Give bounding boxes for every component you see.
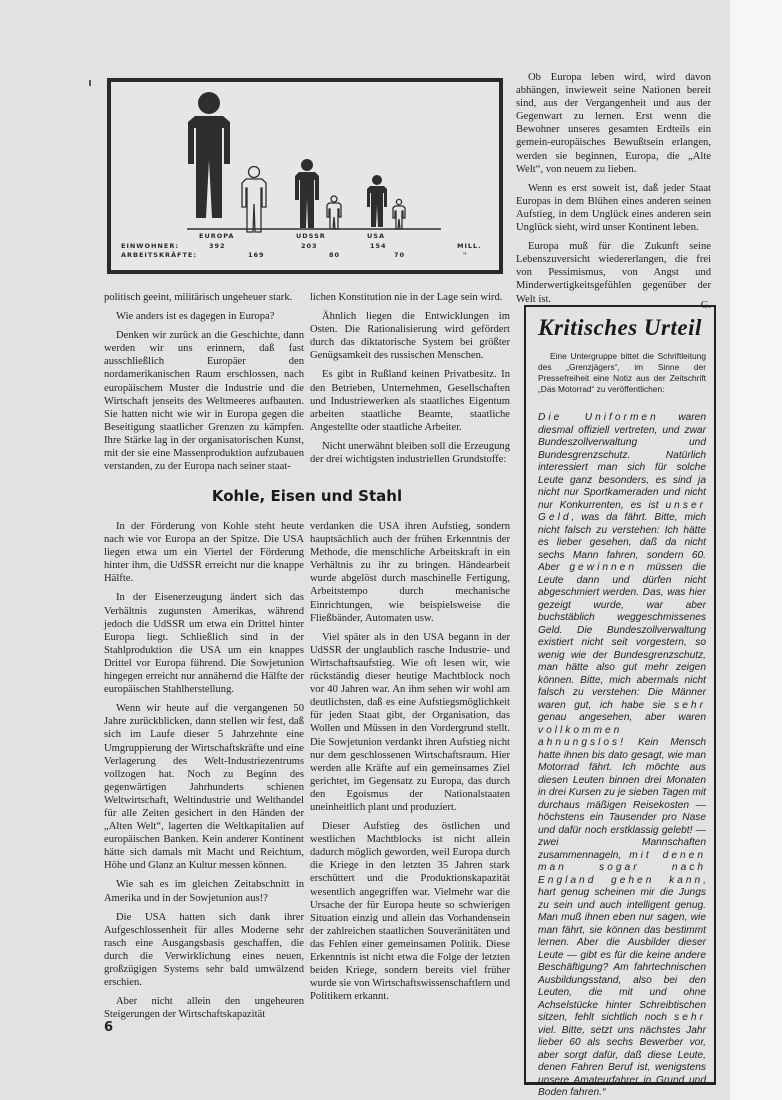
column-2-bottom <box>310 520 510 1009</box>
population-pictogram-figure <box>107 78 503 274</box>
region-label-udssr: UDSSR <box>296 232 326 240</box>
paragraph: Wenn wir heute auf die vergangenen 50 Jahre zurückblicken, dann stellen wir fest, daß sich im Laufe dieser 5 Jahrzehnte eine Umgruppierung der Wirtschaftskräfte und eine Verlagerung des Welt-Industriezentrums vollzogen hat. Noch zu Beginn des gegenwärtigen Jahrhunderts schienen Weltwirtschaft, Weltindustrie und Welthandel für alle Zeiten gesichert in den Händen der „Alten Welt“, lagerten die Weltkapitalien auf europäischen Banken. Kein anderer Kontinent hätte sich damals mit Macht und Reichtum, Höhe und Glanz an Kultur messen können. <box>104 703 304 872</box>
quote-segment: Kein Mensch hatte ihnen bis dato gesagt, wie man Motorrad fährt. Ich möchte aus diesen Leuten binnen drei Monaten in drei Kursen zu je sieben Tagen mit durchaus mäßigen Reisekosten — höchstens ein Tausender pro Nase und dafür noch erstklassig gelebt! — zwei Mannschaften zusammennageln, <box>538 737 706 861</box>
quote-segment: waren diesmal offiziell vertreten, und zwar Bundeszollverwaltung und Bundesgrenzschutz. Natürlich interessiert man sich für solche Leute ganz besonders, es sind ja nicht nur Sportkameraden und nicht nur Konkurrenten, es ist <box>538 412 706 511</box>
page-number: 6 <box>104 1020 114 1035</box>
paragraph: Aber nicht allein den ungeheuren Steigerungen der Wirtschaftskapazität <box>104 996 304 1021</box>
workforce-row-label: ARBEITSKRÄFTE: <box>121 251 197 259</box>
quote-segment: genau angesehen, aber waren <box>538 712 706 723</box>
paragraph: Ähnlich liegen die Entwicklungen im Osten. Die Rationalisierung wird gefördert durch das diktatorische System bei größter Genügsamkeit des russischen Menschen. <box>310 311 510 362</box>
paragraph: Viel später als in den USA begann in der UdSSR der unglaublich rasche Industrie- und Wirtschaftsaufstieg. Wie oft lesen wir, wie rückständig dieser heutige Machtblock noch vor 40 Jahren war. An ihm sehen wir wohl am deutlichsten, daß es eine Aufstiegsmöglichkeit für jeden Staat gibt, der Organisation, das Wollen und Müssen in den Vordergrund stellt. Die Sowjetunion verdankt ihren Aufstieg nicht nur dem geschlossenen Wirtschaftsraum. Hier werden alle Kräfte auf ein gemeinsames Ziel gerichtet, im Gegensatz zu Europa, das durch den Egoismus der Nationalstaaten uneinheitlich plant und produziert. <box>310 631 510 813</box>
scan-mark <box>89 80 91 86</box>
paragraph: Es gibt in Rußland keinen Privatbesitz. In den Betrieben, Unternehmen, Gesellschaften und Industriewerken als staatliches Eigentum arbeiten staatliche Beamte, staatliche Angestellte oder staatliche Arbeiter. <box>310 369 510 433</box>
paragraph: Ob Europa leben wird, wird davon abhängen, inwieweit seine Nationen bereit sind, aus der Vergangenheit und aus der Gegenwart zu lernen. Erst wenn die Bewohner unseres gesamten Erdteils ein gemein-europäisches Bewußtsein erlangen, werden sie beginnen, Europa, die „Alte Welt“, von neuem zu lieben. <box>516 72 711 175</box>
paragraph: Europa muß für die Zukunft seine Lebenszuversicht wiedererlangen, die frei von Pessimismus, von Angst und Minderwertigkeitsgefühlen gegenüber der Welt ist. <box>516 241 711 305</box>
quote-segment: unser Geld <box>538 499 706 523</box>
paragraph: Nicht unerwähnt bleiben soll die Erzeugung der drei wichtigsten industriellen Grundstoffe: <box>310 440 510 466</box>
paragraph-continued: lichen Konstitution nie in der Lage sein wird. <box>310 292 503 303</box>
box-quote <box>538 412 706 1100</box>
unit-label: MILL. <box>457 242 482 250</box>
paragraph: Denken wir zurück an die Geschichte, dann werden wir uns erinnern, daß fast ausschließlich Europäer den nordamerikanischen Raum erschlossen, nach europäischem Muster die Industrie und die Wirtschaft jenseits des Weltmeeres aufbauten. Sie hatten nicht wie wir in Europa gegen die Beseitigung staatlicher Grenzen zu kämpfen. Ihre Stärke lag in der organisatorischen Kunst, mit der sie eine Massenproduktion aufzubauen verstanden, zu der Europa nach seiner staat- <box>104 330 304 473</box>
box-title: Kritisches Urteil <box>538 315 702 340</box>
region-label-europa: EUROPA <box>199 232 235 240</box>
quote-segment: gewinnen <box>569 562 638 573</box>
region-label-usa: USA <box>367 232 385 240</box>
paragraph-continued: verdanken die USA ihren Aufstieg, sondern hauptsächlich auch der frühen Erkenntnis der Methode, die menschliche Arbeitskraft in ein Verhältnis zu ihr zu bringen. Händearbeit wurde abgelöst durch maschinelle Fertigung, Arbeitstempo durch mechanische Einrichtungen, wie beispielsweise die Fließbänder, Automaten usw. <box>310 521 510 624</box>
kritisches-urteil-box <box>524 305 716 1098</box>
workforce-usa: 70 <box>394 251 406 259</box>
column-1-top <box>104 291 304 479</box>
quote-segment: sehr <box>674 1012 706 1023</box>
quote-text <box>538 412 706 1100</box>
column-1-bottom <box>104 520 304 1027</box>
workforce-europa: 169 <box>248 251 265 259</box>
page-edge <box>730 0 782 1100</box>
quote-segment: viel. Bitte, setzt uns nächstes Jahr lieber 60 als sechs Bewerber vor, aber sorgt dafür, daß diese Leute, denen Fahren Beruf ist, wenigstens unsere Amateurfahrer in Grund und Boden fahren.“ <box>538 1024 706 1098</box>
quote-segment: sehr <box>674 699 706 711</box>
quote-segment: müssen die Leute dann und dürfen nicht abgeschmiert werden. Das, was hier gezeigt wurde, war aber buchstäblich weggeschmissenes Geld. Die Bundeszollverwaltung existiert nicht seit vorgestern, so wenig wie der Bundesgrenzschutz, man hätte also gut mehr zeigen können. Bitte, mich abermals nicht falsch zu verstehen: Die Männer waren gut, ich habe sie <box>538 562 706 711</box>
quote-segment: mit denen man sogar nach England gehen kann <box>538 849 706 886</box>
paragraph: Die USA hatten sich dank ihrer Aufgeschlossenheit für alles Moderne sehr rasch eine Ausgangsbasis geschaffen, die durch die Verwirklichung eines neuen, großzügigen Systems sehr bald umwälzend erschien. <box>104 911 304 989</box>
quote-segment: , was da fährt. Bitte, mich nicht falsch zu verstehen: Ich hätte es lieber gesehen, daß da nicht sechs Mann fahren, sondern 60. Aber <box>538 512 706 573</box>
paragraph: In der Förderung von Kohle steht heute nach wie vor Europa an der Spitze. Die USA liegen etwa um ein Viertel der Förderung hinter ihm, die UdSSR erreicht nur die knappe Hälfte. <box>104 521 304 585</box>
section-heading: Kohle, Eisen und Stahl <box>211 487 403 505</box>
ditto-mark: " <box>463 251 468 259</box>
quote-segment: vollkommen ahnungslos! <box>538 724 626 748</box>
article-conclusion-column <box>516 71 711 312</box>
intro-text: Eine Untergruppe bittet die Schriftleitung des „Grenzjägers“, im Sinne der Pressefreiheit eine Notiz aus der Zeitschrift „Das Motorrad“ zu veröffentlichen: <box>538 351 706 395</box>
paragraph-continued: politisch geeint, militärisch ungeheuer stark. <box>104 292 293 303</box>
population-usa: 154 <box>370 242 387 250</box>
paragraph: In der Eisenerzeugung ändert sich das Verhältnis zugunsten Amerikas, während jedoch die UdSSR um etwa ein Drittel hinter Europa liegt. Schließlich sind in der Stahlproduktion die USA um ein knappes Drittel vor Europa führend. Die Sowjetunion hingegen erreicht nur annähernd die Hälfte der europäischen Stahlherstellung. <box>104 592 304 696</box>
author-signature: G. <box>700 299 711 311</box>
population-europa: 392 <box>209 242 226 250</box>
quote-segment: , hart genug scheinen mir die Jungs zu sein und auch intelligent genug. Man muß ihnen eben nur sagen, wie man fährt, sie können das bestimmt lernen. Aber die Ausbilder dieser Leute — gibt es für die keine andere Beschäftigung? Am fahrtechnischen Ausbildungsstand, also bei den Leuten, die mit und ohne Achselstücke hinter Schreibtischen sitzen, fehlt sichtlich noch <box>538 874 706 1023</box>
population-row-label: EINWOHNER: <box>121 242 179 250</box>
paragraph: Wenn es erst soweit ist, daß jeder Staat Europas in dem Blühen eines anderen seinen Aufstieg, in dem Unglück eines anderen sein Unglück sieht, wird unser Kontinent leben. <box>516 182 711 234</box>
population-udssr: 203 <box>301 242 318 250</box>
workforce-udssr: 80 <box>329 251 341 259</box>
paragraph: Dieser Aufstieg des östlichen und westlichen Machtblocks ist nicht allein dadurch möglich geworden, weil Europa durch die Kriege in den letzten 35 Jahren stark erschüttert und die Produktionskapazität wesentlich angegriffen war. Vielmehr war die Ursache der für Europa heute so schwierigen Situation einzig und allein das Vorhandensein der zahlreichen staatlichen Souveränitäten und das Fehlen einer gemeinsamen Politik. Diese Erkenntnis ist nicht etwa die Folge der letzten beiden Kriege, sondern bereits viel früher wurde sie von Wirtschaftswissenschaftlern und Politikern erkannt. <box>310 821 510 1003</box>
paragraph: Wie sah es im gleichen Zeitabschnitt in Amerika und in der Sowjetunion aus!? <box>104 879 304 904</box>
quote-segment: Die Uniformen <box>538 412 659 423</box>
paragraph: Wie anders ist es dagegen in Europa? <box>116 311 275 323</box>
column-2-top <box>310 291 510 472</box>
box-intro <box>538 351 706 395</box>
